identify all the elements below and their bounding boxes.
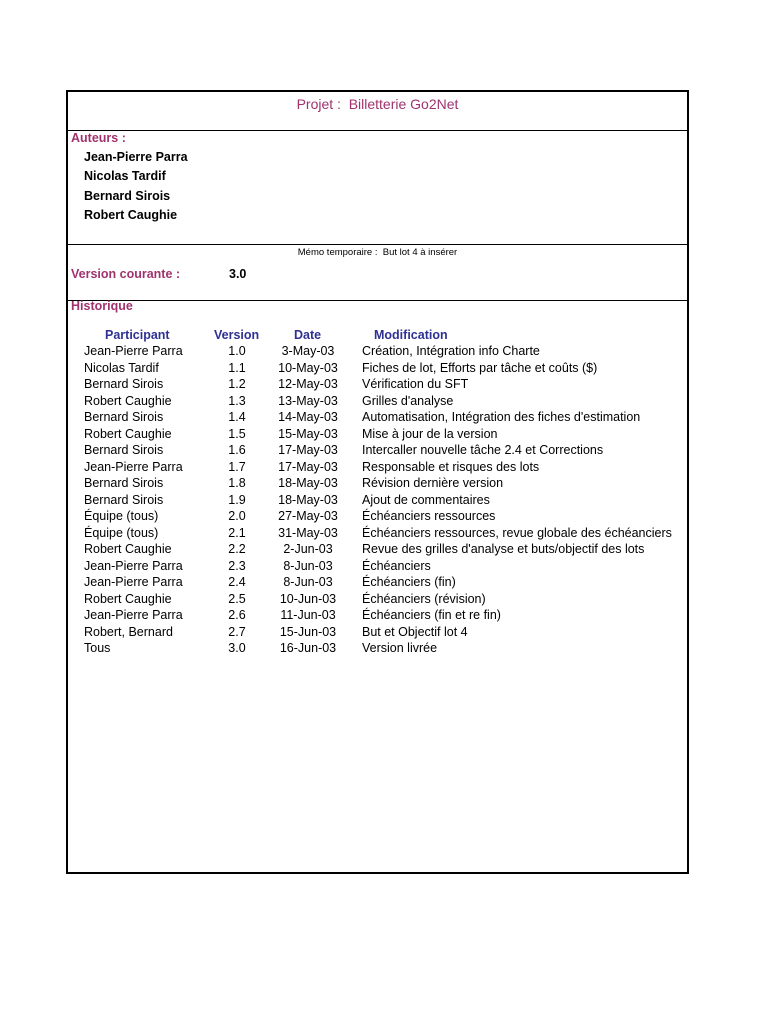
cell-version: 2.1 (228, 525, 246, 540)
column-header-participant: Participant (105, 328, 170, 342)
table-row (68, 640, 687, 657)
table-row (68, 409, 687, 426)
table-row (68, 492, 687, 509)
cell-version: 2.3 (228, 558, 246, 573)
table-row (68, 574, 687, 591)
current-version-value: 3.0 (229, 267, 247, 281)
table-row (68, 525, 687, 542)
cell-participant: Jean-Pierre Parra (84, 558, 183, 573)
cell-date: 15-May-03 (278, 426, 338, 441)
current-version-label: Version courante : (71, 267, 181, 281)
cell-date: 3-May-03 (281, 344, 335, 358)
cell-date: 16-Jun-03 (279, 641, 337, 655)
author-name: Jean-Pierre Parra (84, 150, 188, 164)
cell-modification: Fiches de lot, Efforts par tâche et coûts ($) (362, 360, 598, 375)
cell-version: 1.1 (228, 360, 246, 375)
history-table (68, 343, 687, 657)
cell-modification: Échéanciers (révision) (362, 591, 486, 606)
cell-date: 11-Jun-03 (280, 608, 336, 622)
cell-participant: Jean-Pierre Parra (84, 459, 183, 474)
cell-participant: Nicolas Tardif (84, 360, 159, 375)
authors-label: Auteurs : (71, 131, 126, 145)
history-label: Historique (71, 299, 133, 313)
cell-date: 18-May-03 (278, 476, 338, 490)
cell-date: 8-Jun-03 (283, 575, 333, 589)
cell-modification: Version livrée (362, 641, 438, 655)
cell-date: 27-May-03 (278, 509, 338, 523)
table-row (68, 558, 687, 575)
column-header-modification: Modification (374, 328, 448, 342)
cell-modification: Échéanciers (362, 558, 431, 573)
cell-version: 2.7 (228, 624, 246, 639)
cell-version: 2.4 (228, 575, 246, 589)
table-row (68, 541, 687, 558)
cell-participant: Robert Caughie (84, 393, 172, 408)
table-row (68, 376, 687, 393)
cell-version: 1.4 (228, 410, 246, 424)
cell-participant: Bernard Sirois (84, 377, 164, 391)
cell-participant: Équipe (tous) (84, 525, 159, 540)
cell-modification: Revue des grilles d'analyse et buts/objectif des lots (362, 542, 645, 556)
cell-version: 1.8 (228, 476, 246, 490)
cell-version: 2.5 (228, 591, 246, 606)
table-row (68, 343, 687, 360)
cell-participant: Bernard Sirois (84, 443, 164, 457)
table-row (68, 459, 687, 476)
cell-modification: Échéanciers ressources, revue globale des échéanciers (362, 525, 672, 540)
cell-date: 31-May-03 (278, 525, 338, 540)
cell-participant: Robert Caughie (84, 426, 172, 441)
cell-version: 1.6 (228, 443, 246, 457)
cell-modification: Grilles d'analyse (362, 393, 454, 408)
author-name: Nicolas Tardif (84, 169, 166, 183)
cell-modification: Intercaller nouvelle tâche 2.4 et Corrections (362, 443, 604, 457)
cell-modification: Ajout de commentaires (362, 492, 490, 507)
cell-date: 10-Jun-03 (279, 591, 337, 606)
cell-participant: Robert Caughie (84, 542, 172, 556)
cell-participant: Bernard Sirois (84, 492, 164, 507)
memo-text: Mémo temporaire : But lot 4 à insérer (297, 247, 458, 258)
cell-version: 3.0 (228, 641, 246, 655)
cell-version: 1.3 (228, 393, 246, 408)
cell-participant: Équipe (tous) (84, 509, 159, 523)
cell-modification: Mise à jour de la version (362, 426, 498, 441)
cell-date: 15-Jun-03 (279, 624, 337, 639)
cell-modification: Responsable et risques des lots (362, 459, 540, 474)
cell-date: 12-May-03 (278, 377, 338, 391)
divider (68, 300, 687, 301)
divider (68, 244, 687, 245)
table-row (68, 393, 687, 410)
cell-participant: Robert Caughie (84, 591, 172, 606)
table-row (68, 475, 687, 492)
cell-version: 2.0 (228, 509, 246, 523)
cell-date: 13-May-03 (278, 393, 338, 408)
cell-version: 1.0 (228, 344, 246, 358)
cell-participant: Bernard Sirois (84, 476, 164, 490)
column-header-version: Version (214, 328, 260, 342)
cell-date: 17-May-03 (278, 443, 338, 457)
cell-date: 2-Jun-03 (283, 542, 333, 556)
cell-date: 14-May-03 (278, 410, 338, 424)
cell-version: 1.2 (228, 377, 246, 391)
cell-modification: Révision dernière version (362, 476, 504, 490)
cell-version: 1.9 (228, 492, 246, 507)
cell-participant: Jean-Pierre Parra (84, 575, 183, 589)
table-row (68, 624, 687, 641)
cell-date: 18-May-03 (278, 492, 338, 507)
cell-modification: Automatisation, Intégration des fiches d'estimation (362, 410, 641, 424)
cell-modification: Création, Intégration info Charte (362, 344, 540, 358)
cell-participant: Bernard Sirois (84, 410, 164, 424)
cell-modification: Vérification du SFT (362, 377, 469, 391)
cell-version: 1.7 (228, 459, 246, 474)
table-row (68, 508, 687, 525)
document-frame (66, 90, 689, 874)
table-row (68, 591, 687, 608)
cell-participant: Jean-Pierre Parra (84, 344, 183, 358)
cell-modification: Échéanciers (fin) (362, 575, 456, 589)
table-row (68, 442, 687, 459)
project-title: Projet : Billetterie Go2Net (296, 96, 459, 112)
cell-version: 2.2 (228, 542, 246, 556)
cell-modification: But et Objectif lot 4 (362, 624, 468, 639)
cell-version: 1.5 (228, 426, 246, 441)
cell-date: 8-Jun-03 (283, 558, 333, 573)
table-row (68, 607, 687, 624)
cell-participant: Tous (84, 641, 111, 655)
author-name: Robert Caughie (84, 208, 178, 222)
table-row (68, 426, 687, 443)
column-header-date: Date (294, 328, 322, 342)
cell-modification: Échéanciers ressources (362, 509, 496, 523)
cell-date: 17-May-03 (278, 459, 338, 474)
cell-participant: Robert, Bernard (84, 624, 173, 639)
author-name: Bernard Sirois (84, 189, 171, 203)
divider (68, 130, 687, 131)
cell-modification: Échéanciers (fin et re fin) (362, 608, 501, 622)
cell-date: 10-May-03 (278, 360, 338, 375)
table-row (68, 360, 687, 377)
cell-version: 2.6 (228, 608, 246, 622)
cell-participant: Jean-Pierre Parra (84, 608, 183, 622)
